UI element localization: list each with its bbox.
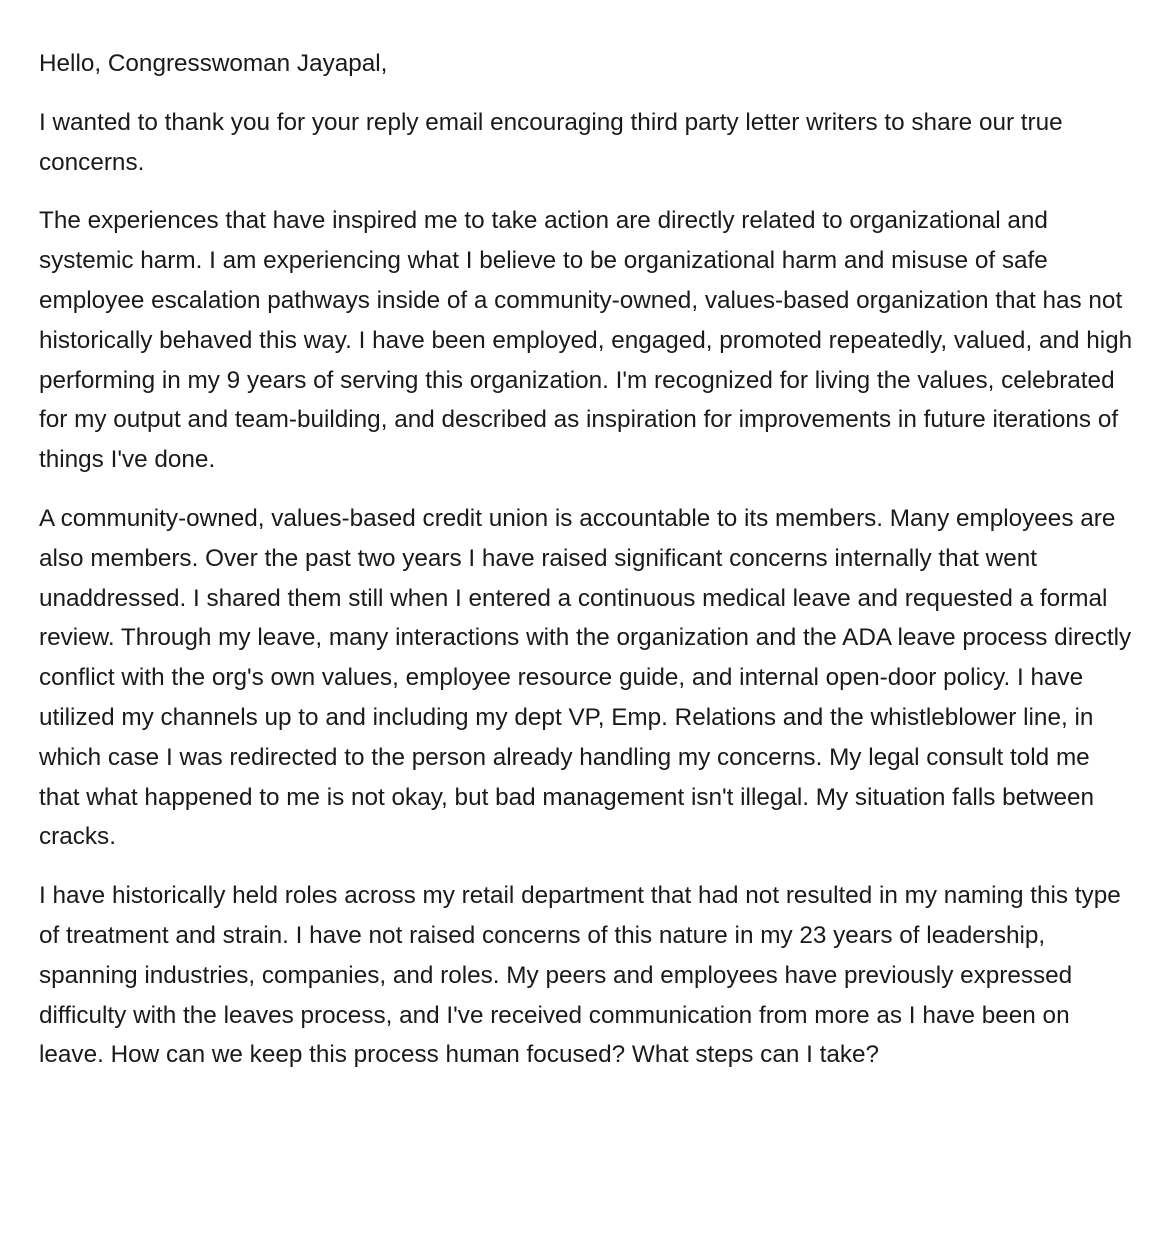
letter-paragraph-thanks: I wanted to thank you for your reply email encouraging third party letter writers to share our true concerns. bbox=[39, 108, 1063, 176]
letter-greeting: Hello, Congresswoman Jayapal, bbox=[39, 50, 388, 77]
letter-body bbox=[39, 44, 1134, 1094]
letter-paragraph-experiences: The experiences that have inspired me to take action are directly related to organizational and systemic harm. I am experiencing what I believe to be organizational harm and misuse of safe employee escalation pathways inside of a community-owned, values-based organization that has not historically behaved this way. I have been employed, engaged, promoted repeatedly, valued, and high performing in my 9 years of serving this organization. I'm recognized for living the values, celebrated for my output and team-building, and described as inspiration for improvements in future iterations of things I've done. bbox=[39, 207, 1133, 474]
letter-paragraph-history: I have historically held roles across my retail department that had not resulted in my naming this type of treatment and strain. I have not raised concerns of this nature in my 23 years of leadership, spanning industries, companies, and roles. My peers and employees have previously expressed difficulty with the leaves process, and I've received communication from more as I have been on leave. How can we keep this process human focused? What steps can I take? bbox=[39, 882, 1121, 1069]
letter-paragraph-credit-union: A community-owned, values-based credit union is accountable to its members. Many employees are also members. Over the past two years I have raised significant concerns internally that went unaddressed. I shared them still when I entered a continuous medical leave and requested a formal review. Through my leave, many interactions with the organization and the ADA leave process directly conflict with the org's own values, employee resource guide, and internal open-door policy. I have utilized my channels up to and including my dept VP, Emp. Relations and the whistleblower line, in which case I was redirected to the person already handling my concerns. My legal consult told me that what happened to me is not okay, but bad management isn't illegal. My situation falls between cracks. bbox=[39, 504, 1132, 851]
